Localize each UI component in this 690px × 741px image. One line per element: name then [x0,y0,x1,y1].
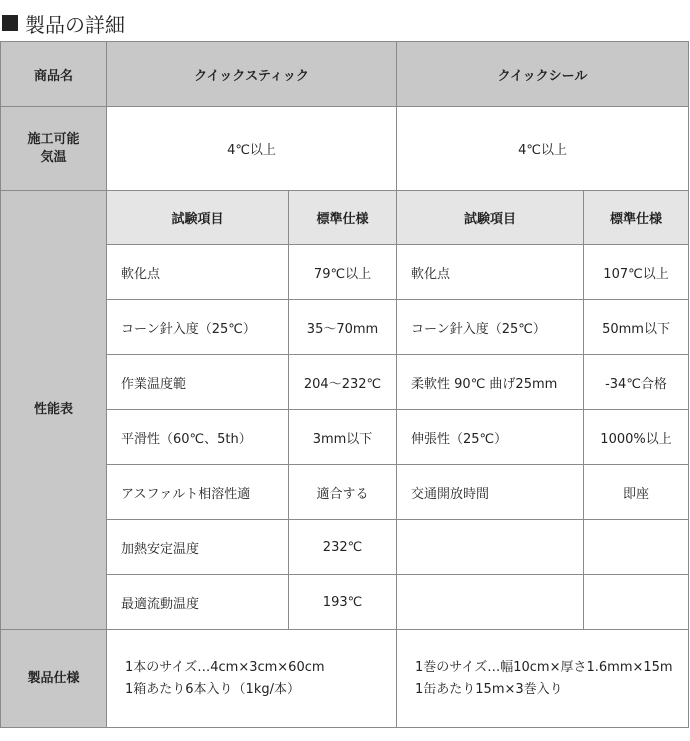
temperature-value-b: 4℃以上 [397,107,689,191]
standard-value-a: 204〜232℃ [289,355,397,410]
product-spec-a [107,630,397,728]
header-row [1,42,689,107]
temperature-row [1,107,689,191]
standard-value-a: 232℃ [289,520,397,575]
performance-label: 性能表 [1,191,107,630]
square-bullet-icon [2,15,18,31]
temperature-label-line2: 気温 [40,149,67,165]
product-spec-b-line2: 1缶あたり15m×3巻入り [415,681,563,697]
product-spec-a-line1: 1本のサイズ…4cm×3cm×60cm [125,659,325,675]
test-item-a: 最適流動温度 [107,575,289,630]
temperature-label [1,107,107,191]
standard-value-a: 3mm以下 [289,410,397,465]
product-name-label: 商品名 [1,42,107,107]
standard-value-a: 79℃以上 [289,245,397,300]
test-item-b [397,575,584,630]
col-standard-a: 標準仕様 [289,191,397,245]
product-a-name: クイックスティック [107,42,397,107]
standard-value-a: 適合する [289,465,397,520]
product-b-name: クイックシール [397,42,689,107]
standard-value-a: 35〜70mm [289,300,397,355]
temperature-value-a: 4℃以上 [107,107,397,191]
test-item-a: 作業温度範 [107,355,289,410]
temperature-label-line1: 施工可能 [27,131,80,147]
standard-value-b: 1000%以上 [584,410,689,465]
test-item-a: 軟化点 [107,245,289,300]
test-item-b: 交通開放時間 [397,465,584,520]
col-standard-b: 標準仕様 [584,191,689,245]
test-item-a: 加熱安定温度 [107,520,289,575]
product-spec-a-line2: 1箱あたり6本入り（1kg/本） [125,681,300,697]
product-spec-table [0,41,689,728]
test-item-b: コーン針入度（25℃） [397,300,584,355]
standard-value-b: 107℃以上 [584,245,689,300]
test-item-a: 平滑性（60℃、5th） [107,410,289,465]
product-spec-b [397,630,689,728]
test-item-a: アスファルト相溶性適 [107,465,289,520]
section-title [2,8,125,38]
standard-value-b: 即座 [584,465,689,520]
section-title-text: 製品の詳細 [25,12,125,37]
col-test-item-a: 試験項目 [107,191,289,245]
test-item-b: 柔軟性 90℃ 曲げ25mm [397,355,584,410]
test-item-a: コーン針入度（25℃） [107,300,289,355]
product-spec-b-line1: 1巻のサイズ…幅10cm×厚さ1.6mm×15m [415,659,673,675]
standard-value-b: -34℃合格 [584,355,689,410]
test-item-b: 伸張性（25℃） [397,410,584,465]
product-spec-label: 製品仕様 [1,630,107,728]
standard-value-b: 50mm以下 [584,300,689,355]
standard-value-b [584,520,689,575]
test-item-b: 軟化点 [397,245,584,300]
col-test-item-b: 試験項目 [397,191,584,245]
product-spec-row [1,630,689,728]
standard-value-b [584,575,689,630]
standard-value-a: 193℃ [289,575,397,630]
performance-header-row [1,191,689,245]
test-item-b [397,520,584,575]
